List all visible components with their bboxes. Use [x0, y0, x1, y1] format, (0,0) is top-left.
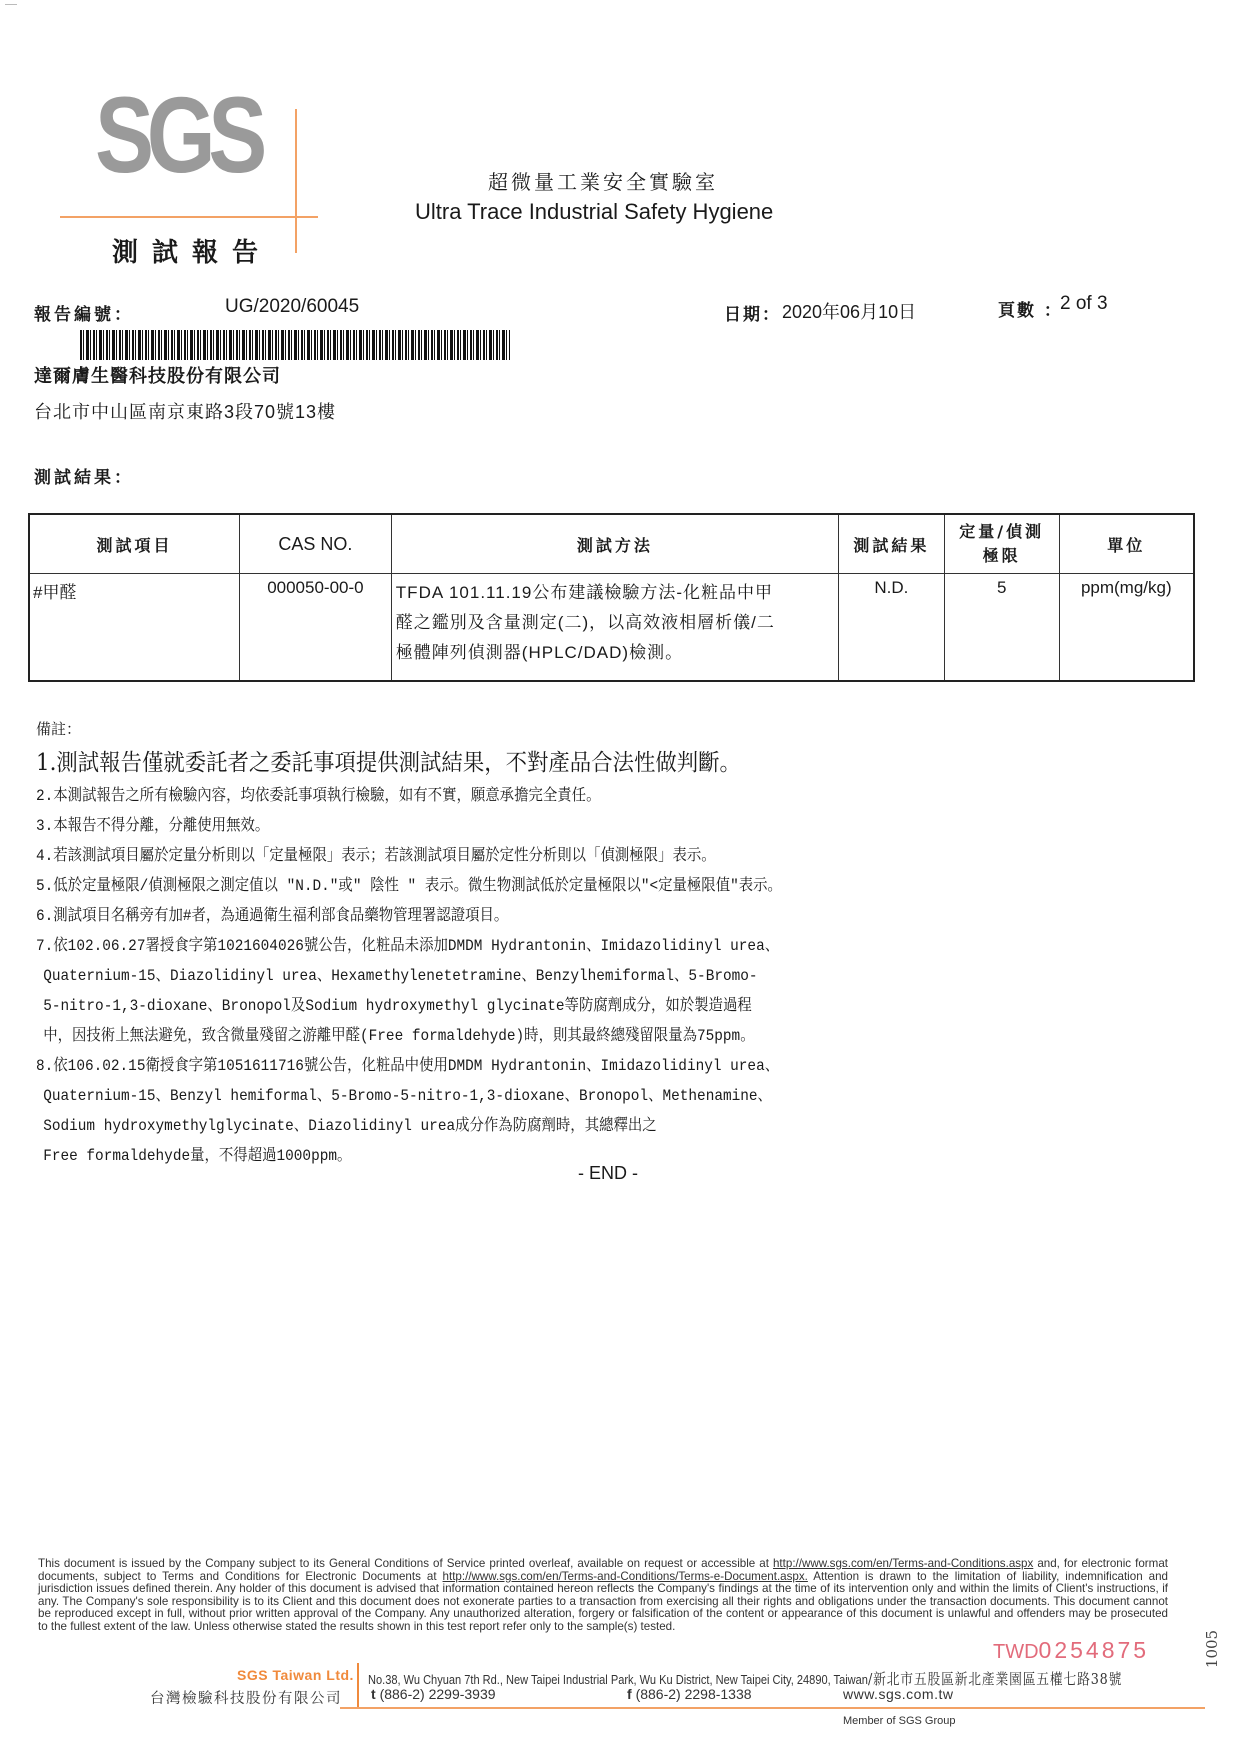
footer-address-en: No.38, Wu Chyuan 7th Rd., New Taipei Industrial Park, Wu Ku District, New Taipei City, 24890, Taiwan	[368, 1672, 868, 1687]
report-title: 測試報告	[112, 238, 273, 268]
note-item	[36, 811, 1071, 841]
page-label: 頁數 ：	[998, 301, 1063, 321]
method-line: 醛之鑑別及含量測定(二)，以高效液相層析儀/二	[395, 613, 775, 632]
cell-item: #甲醛	[29, 574, 240, 682]
col-header-method: 測試方法	[391, 514, 838, 574]
fax-number: (886-2) 2298-1338	[635, 1686, 752, 1702]
end-marker: - END -	[578, 1163, 638, 1183]
note-item	[36, 841, 1071, 871]
note-line: Quaternium-15、Diazolidinyl urea、Hexamethylenetetramine、Benzylhemiformal、5-Bromo-	[43, 967, 758, 985]
note-line: 3.本報告不得分離，分離使用無效。	[36, 817, 270, 835]
table-header-row	[29, 514, 1194, 574]
note-line: Quaternium-15、Benzyl hemiformal、5-Bromo-5-nitro-1,3-dioxane、Bronopol、Methenamine、	[43, 1087, 772, 1105]
col-header-item: 測試項目	[29, 514, 240, 574]
footer-company-en: SGS Taiwan Ltd.	[237, 1667, 354, 1683]
scan-mark	[5, 4, 17, 5]
date-label: 日期：	[724, 305, 781, 325]
results-label: 測試結果：	[34, 468, 134, 488]
logo-horizontal-rule	[60, 216, 318, 218]
disclaimer	[38, 1558, 1168, 1634]
phone-prefix: t	[371, 1686, 376, 1702]
footer-fax	[627, 1686, 752, 1702]
cell-result: N.D.	[838, 574, 944, 682]
col-header-limit	[944, 514, 1059, 574]
footer-address-cn: /新北市五股區新北產業園區五權七路38號	[867, 1670, 1123, 1688]
note-line: 2.本測試報告之所有檢驗內容，均依委託事項執行檢驗，如有不實，願意承擔完全責任。	[36, 787, 601, 805]
side-code: 1005	[1203, 1629, 1222, 1669]
note-line: 1.測試報告僅就委託者之委託事項提供測試結果，不對產品合法性做判斷。	[36, 750, 741, 776]
footer-member: Member of SGS Group	[843, 1715, 956, 1727]
lab-name-cn: 超微量工業安全實驗室	[488, 170, 718, 194]
note-item	[36, 901, 1071, 931]
footer-divider-vertical	[357, 1663, 359, 1709]
note-line: 4.若該測試項目屬於定量分析則以「定量極限」表示；若該測試項目屬於定性分析則以「偵測極限」表示。	[36, 847, 716, 865]
disclaimer-text: This document is issued by the Company subject to its General Conditions of Service printed overleaf, available on request or accessible at	[38, 1557, 773, 1570]
col-header-cas: CAS NO.	[240, 514, 392, 574]
note-line: 5-nitro-1,3-dioxane、Bronopol及Sodium hydroxymethyl glycinate等防腐劑成分，如於製造過程	[43, 997, 752, 1015]
note-item	[36, 781, 1071, 811]
cell-method	[391, 574, 838, 682]
lab-name-en: Ultra Trace Industrial Safety Hygiene	[415, 199, 774, 224]
footer-website[interactable]: www.sgs.com.tw	[843, 1686, 954, 1702]
sgs-logo	[95, 74, 280, 195]
note-line: 7.依102.06.27署授食字第1021604026號公告，化粧品未添加DMDM Hydrantonin、Imidazolidinyl urea、	[36, 937, 780, 955]
notes-title: 備註：	[36, 720, 82, 738]
phone-number: (886-2) 2299-3939	[379, 1686, 496, 1702]
terms-link[interactable]: http://www.sgs.com/en/Terms-and-Conditions.aspx	[772, 1557, 1034, 1570]
note-item	[36, 1051, 1071, 1171]
report-number-label: 報告編號：	[34, 305, 134, 325]
barcode	[80, 330, 510, 360]
note-item	[36, 931, 1071, 1051]
limit-header-line1: 定量/偵測	[959, 522, 1045, 541]
col-header-unit: 單位	[1059, 514, 1194, 574]
sgs-logo-text: SGS	[95, 74, 260, 195]
client-address: 台北市中山區南京東路3段70號13樓	[34, 402, 337, 422]
method-line: 極體陣列偵測器(HPLC/DAD)檢測。	[395, 643, 684, 662]
note-item	[36, 745, 1106, 781]
logo-vertical-rule	[295, 109, 297, 253]
e-document-terms-link[interactable]: http://www.sgs.com/en/Terms-and-Conditions/Terms-e-Document.aspx.	[442, 1569, 808, 1583]
cell-cas: 000050-00-0	[240, 574, 392, 682]
note-line: 6.測試項目名稱旁有加#者，為通過衛生福利部食品藥物管理署認證項目。	[36, 907, 509, 925]
note-line: Sodium hydroxymethylglycinate、Diazolidinyl urea成分作為防腐劑時，其總釋出之	[43, 1117, 657, 1135]
limit-header-line2: 極限	[982, 546, 1021, 565]
client-company: 達爾膚生醫科技股份有限公司	[34, 366, 281, 386]
note-line: 8.依106.02.15衛授食字第1051611716號公告，化粧品中使用DMDM Hydrantonin、Imidazolidinyl urea、	[36, 1057, 780, 1075]
serial-number	[993, 1637, 1149, 1664]
col-header-result: 測試結果	[838, 514, 944, 574]
page-number: 2 of 3	[1060, 293, 1108, 314]
note-line: Free formaldehyde量，不得超過1000ppm。	[43, 1147, 352, 1165]
footer-phone	[371, 1686, 496, 1702]
note-item	[36, 871, 1071, 901]
serial-prefix: TWD	[993, 1641, 1039, 1663]
note-line: 5.低於定量極限/偵測極限之測定值以 "N.D."或" 陰性 " 表示。微生物測試低於定量極限以"<定量極限值"表示。	[36, 877, 782, 895]
footer-divider-horizontal	[340, 1707, 1205, 1709]
method-line: TFDA 101.11.19公布建議檢驗方法-化粧品中甲	[395, 583, 773, 602]
cell-limit: 5	[944, 574, 1059, 682]
results-table	[28, 513, 1195, 682]
report-date: 2020年06月10日	[782, 302, 917, 322]
note-line: 中，因技術上無法避免，致含微量殘留之游離甲醛(Free formaldehyde)時，則其最終總殘留限量為75ppm。	[43, 1027, 755, 1045]
notes-section	[36, 718, 1186, 1171]
cell-unit: ppm(mg/kg)	[1059, 574, 1194, 682]
fax-prefix: f	[627, 1686, 632, 1702]
disclaimer-text: and, for electronic format documents, subject to Terms and Conditions for Electronic Documents at	[38, 1557, 1168, 1583]
footer-company-cn: 台灣檢驗科技股份有限公司	[150, 1691, 342, 1707]
serial-digits: 0254875	[1038, 1637, 1150, 1663]
disclaimer-text: Attention is drawn to the limitation of liability, indemnification and jurisdiction issues defined therein. Any holder of this document is advised that information contained hereon reflects the Company's findings at the time of its intervention only and within the limits of Client's instructions, if any. The Company's sole responsibility is to its Client and this document does not exonerate parties to a transaction from exercising all their rights and obligations under the transaction documents. This document cannot be reproduced except in full, without prior written approval of the Company. Any unauthorized alteration, forgery or falsification of the content or appearance of this document is unlawful and offenders may be prosecuted to the fullest extent of the law. Unless otherwise stated the results shown in this test report refer only to the sample(s) tested.	[38, 1569, 1168, 1633]
table-row	[29, 574, 1194, 682]
report-number: UG/2020/60045	[225, 296, 360, 317]
